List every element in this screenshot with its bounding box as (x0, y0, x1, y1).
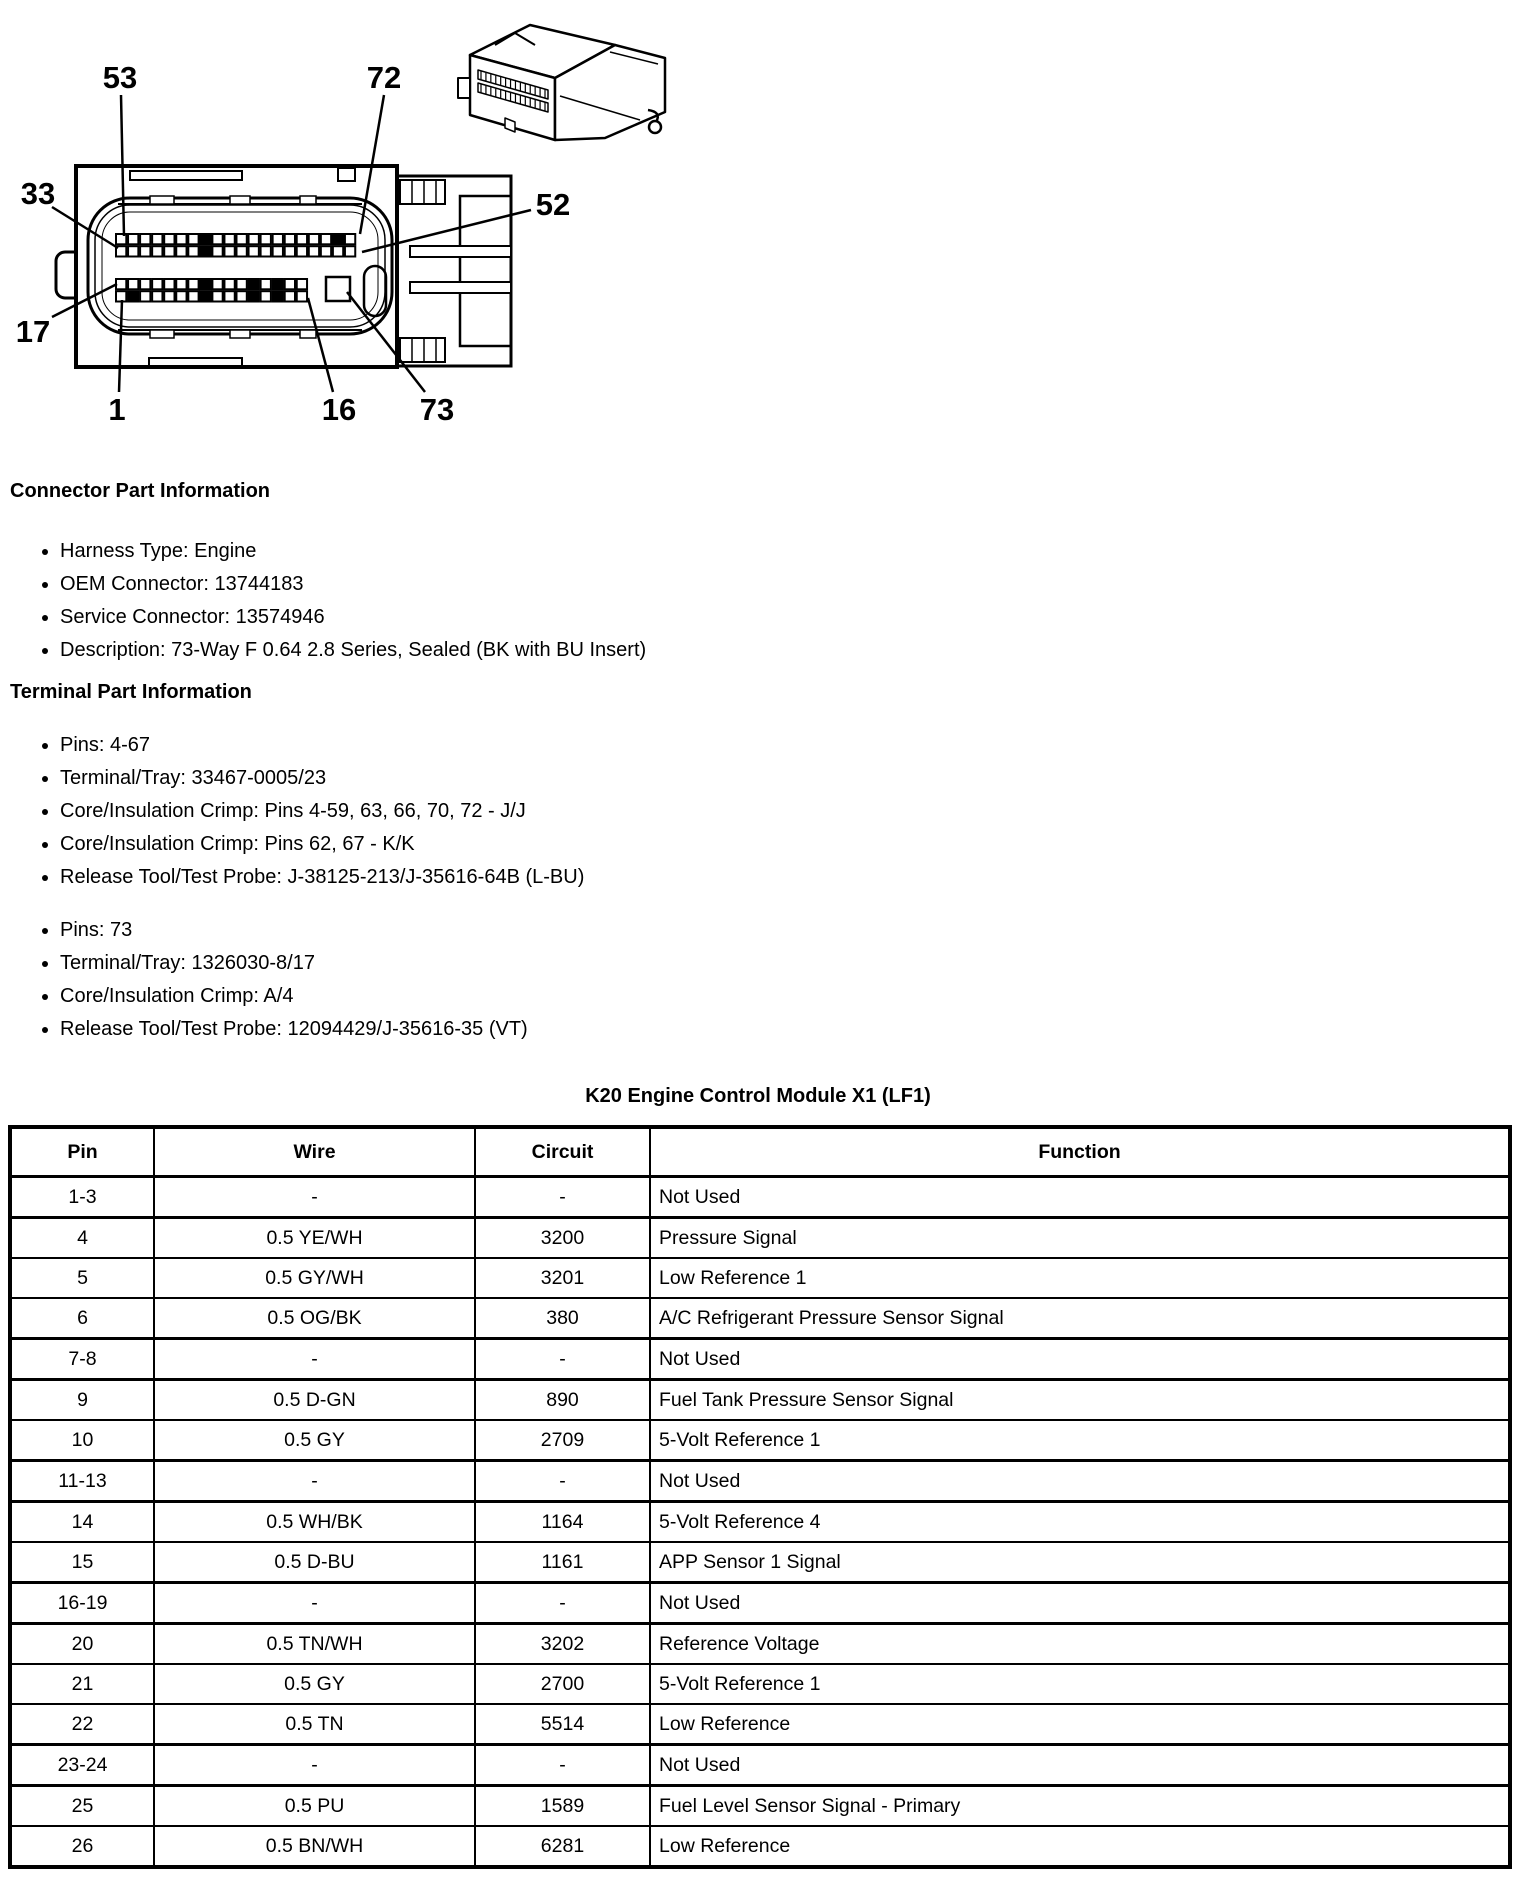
connector-isometric-illustration (458, 25, 665, 140)
cell-pin: 9 (10, 1380, 154, 1421)
pin-cavity (188, 291, 198, 301)
cell-wire: 0.5 TN/WH (154, 1624, 475, 1665)
pin-cavity (152, 291, 162, 301)
pin-cavity (249, 279, 259, 289)
pin-cavity (224, 279, 234, 289)
cell-circuit: - (475, 1461, 650, 1502)
cell-function: Low Reference 1 (650, 1258, 1510, 1298)
pin-callout-53: 53 (102, 60, 138, 95)
cell-circuit: - (475, 1339, 650, 1380)
pin-row (10, 1542, 1510, 1583)
cell-pin: 1-3 (10, 1177, 154, 1218)
pin-cavity (321, 234, 331, 244)
pin-cavity (128, 234, 138, 244)
pin-cavity (261, 291, 271, 301)
pin-field-top-row-53-72 (116, 246, 355, 256)
pin-cavity (297, 291, 307, 301)
pin-cavity (249, 246, 259, 256)
cell-circuit: 890 (475, 1380, 650, 1421)
terminal-info-list-group-2 (0, 920, 1520, 1039)
bullet-item: • Core/Insulation Crimp: Pins 4-59, 63, 66, 70, 72 - J/J (60, 801, 1520, 821)
pin-cavity (261, 234, 271, 244)
pin-cavity (188, 246, 198, 256)
cell-wire: - (154, 1461, 475, 1502)
pin-cavity (128, 291, 138, 301)
pin-cavity (333, 234, 343, 244)
cell-wire: 0.5 TN (154, 1704, 475, 1745)
pin-cavity (224, 291, 234, 301)
pin-cavity (164, 291, 174, 301)
pin-field-bottom-row-1-16 (116, 291, 307, 301)
table-header-row (10, 1127, 1510, 1177)
cell-circuit: 3201 (475, 1258, 650, 1298)
cell-wire: 0.5 D-GN (154, 1380, 475, 1421)
pin-cavity (212, 246, 222, 256)
pin-row (10, 1380, 1510, 1421)
pin-cavity (237, 246, 247, 256)
col-header-wire: Wire (154, 1127, 475, 1177)
bullet-item: • OEM Connector: 13744183 (60, 574, 1520, 594)
cell-function: Low Reference (650, 1826, 1510, 1867)
pin-cavity (249, 234, 259, 244)
cell-wire: 0.5 PU (154, 1786, 475, 1827)
cell-pin: 14 (10, 1502, 154, 1543)
cell-function: Not Used (650, 1583, 1510, 1624)
pin-row (10, 1258, 1510, 1298)
pin-cavity (345, 246, 355, 256)
pin-cavity (164, 246, 174, 256)
col-header-circuit: Circuit (475, 1127, 650, 1177)
cell-function: Reference Voltage (650, 1624, 1510, 1665)
cell-pin: 5 (10, 1258, 154, 1298)
pin-row (10, 1583, 1510, 1624)
pin-cavity (116, 279, 126, 289)
pin-row (10, 1420, 1510, 1461)
pin-cavity (140, 234, 150, 244)
pin-cavity (309, 246, 319, 256)
terminal-info-heading: Terminal Part Information (10, 681, 252, 703)
pin-callout-16: 16 (321, 392, 357, 427)
pin-cavity (128, 246, 138, 256)
bullet-item: • Terminal/Tray: 33467-0005/23 (60, 768, 1520, 788)
cell-pin: 21 (10, 1664, 154, 1704)
cell-function: 5-Volt Reference 1 (650, 1664, 1510, 1704)
cell-pin: 20 (10, 1624, 154, 1665)
pin-cavity (297, 279, 307, 289)
pin-row (10, 1624, 1510, 1665)
table-title: K20 Engine Control Module X1 (LF1) (585, 1085, 931, 1107)
cell-circuit: - (475, 1583, 650, 1624)
cell-circuit: 1164 (475, 1502, 650, 1543)
pin-row (10, 1177, 1510, 1218)
pin-row (10, 1298, 1510, 1339)
cell-wire: 0.5 GY/WH (154, 1258, 475, 1298)
cell-pin: 7-8 (10, 1339, 154, 1380)
pin-cavity (237, 234, 247, 244)
cell-pin: 25 (10, 1786, 154, 1827)
pin-cavity (345, 234, 355, 244)
cell-wire: 0.5 D-BU (154, 1542, 475, 1583)
cell-function: APP Sensor 1 Signal (650, 1542, 1510, 1583)
pin-row (10, 1745, 1510, 1786)
cell-pin: 6 (10, 1298, 154, 1339)
cell-pin: 23-24 (10, 1745, 154, 1786)
cell-wire: 0.5 BN/WH (154, 1826, 475, 1867)
cell-circuit: 1161 (475, 1542, 650, 1583)
bullet-item: • Core/Insulation Crimp: A/4 (60, 986, 1520, 1006)
pin-cavity (261, 279, 271, 289)
pin-cavity (128, 279, 138, 289)
pin-row (10, 1664, 1510, 1704)
pin-cavity (140, 291, 150, 301)
pin-cavity (140, 246, 150, 256)
pin-cavity (273, 279, 283, 289)
pin-cavity (297, 246, 307, 256)
pin-row (10, 1786, 1510, 1827)
pin-cavity (212, 234, 222, 244)
pin-row (10, 1826, 1510, 1867)
cell-wire: 0.5 WH/BK (154, 1502, 475, 1543)
bullet-item: • Terminal/Tray: 1326030-8/17 (60, 953, 1520, 973)
cell-function: Pressure Signal (650, 1218, 1510, 1259)
cell-wire: 0.5 GY (154, 1420, 475, 1461)
pin-cavity (285, 279, 295, 289)
cell-circuit: - (475, 1177, 650, 1218)
pin-cavity (200, 279, 210, 289)
cell-function: Not Used (650, 1339, 1510, 1380)
cell-pin: 22 (10, 1704, 154, 1745)
pin-cavity (273, 246, 283, 256)
pin-cavity (152, 234, 162, 244)
pinout-table (8, 1125, 1512, 1869)
cell-wire: - (154, 1177, 475, 1218)
bullet-item: • Release Tool/Test Probe: J-38125-213/J-35616-64B (L-BU) (60, 867, 1520, 887)
pin-cavity (321, 246, 331, 256)
bullet-item: • Harness Type: Engine (60, 541, 1520, 561)
pin-row (10, 1339, 1510, 1380)
bullet-item: • Core/Insulation Crimp: Pins 62, 67 - K/K (60, 834, 1520, 854)
cell-pin: 15 (10, 1542, 154, 1583)
connector-diagram (0, 0, 780, 440)
pin-cavity (237, 291, 247, 301)
cell-pin: 4 (10, 1218, 154, 1259)
pin-cavity (285, 246, 295, 256)
cell-circuit: 1589 (475, 1786, 650, 1827)
cell-function: Not Used (650, 1745, 1510, 1786)
col-header-function: Function (650, 1127, 1510, 1177)
pin-cavity (285, 234, 295, 244)
pin-cavity (212, 279, 222, 289)
cell-function: Fuel Level Sensor Signal - Primary (650, 1786, 1510, 1827)
cell-circuit: 5514 (475, 1704, 650, 1745)
pin-cavity (273, 234, 283, 244)
pin-cavity (237, 279, 247, 289)
cell-circuit: 2709 (475, 1420, 650, 1461)
cell-function: A/C Refrigerant Pressure Sensor Signal (650, 1298, 1510, 1339)
pin-cavity (152, 246, 162, 256)
terminal-info-list-group-1 (0, 735, 1520, 887)
bullet-item: • Service Connector: 13574946 (60, 607, 1520, 627)
pin-cavity (273, 291, 283, 301)
pin-callout-17: 17 (15, 314, 51, 349)
pin-cavity (297, 234, 307, 244)
pin-cavity (188, 234, 198, 244)
cell-circuit: 6281 (475, 1826, 650, 1867)
cell-circuit: - (475, 1745, 650, 1786)
cell-pin: 11-13 (10, 1461, 154, 1502)
pin-cavity (261, 246, 271, 256)
pin-cavity (249, 291, 259, 301)
pin-73-cavity (326, 277, 350, 301)
col-header-pin: Pin (10, 1127, 154, 1177)
cell-wire: 0.5 YE/WH (154, 1218, 475, 1259)
cell-pin: 10 (10, 1420, 154, 1461)
cell-pin: 16-19 (10, 1583, 154, 1624)
connector-info-list (0, 541, 1520, 660)
pin-callout-72: 72 (366, 60, 402, 95)
bullet-item: • Pins: 73 (60, 920, 1520, 940)
cell-wire: 0.5 OG/BK (154, 1298, 475, 1339)
pin-cavity (200, 246, 210, 256)
cell-function: Fuel Tank Pressure Sensor Signal (650, 1380, 1510, 1421)
cell-circuit: 3200 (475, 1218, 650, 1259)
pin-cavity (224, 234, 234, 244)
pin-row (10, 1218, 1510, 1259)
cell-wire: - (154, 1745, 475, 1786)
cell-function: 5-Volt Reference 4 (650, 1502, 1510, 1543)
pin-row (10, 1502, 1510, 1543)
cell-circuit: 3202 (475, 1624, 650, 1665)
bullet-item: • Pins: 4-67 (60, 735, 1520, 755)
cell-wire: 0.5 GY (154, 1664, 475, 1704)
cell-circuit: 380 (475, 1298, 650, 1339)
pin-cavity (176, 279, 186, 289)
pin-cavity (333, 246, 343, 256)
cell-pin: 26 (10, 1826, 154, 1867)
pin-callout-33: 33 (20, 176, 56, 211)
pin-callout-52: 52 (535, 187, 571, 222)
pin-cavity (285, 291, 295, 301)
pin-cavity (152, 279, 162, 289)
bullet-item: • Release Tool/Test Probe: 12094429/J-35616-35 (VT) (60, 1019, 1520, 1039)
pin-callout-73: 73 (419, 392, 455, 427)
pin-cavity (164, 234, 174, 244)
cell-function: Not Used (650, 1461, 1510, 1502)
pin-cavity (200, 234, 210, 244)
pin-row (10, 1461, 1510, 1502)
pin-cavity (200, 291, 210, 301)
pin-cavity (176, 234, 186, 244)
cell-wire: - (154, 1339, 475, 1380)
pin-cavity (212, 291, 222, 301)
pin-cavity (164, 279, 174, 289)
pin-field-bottom-row-17-32 (116, 279, 307, 289)
bullet-item: • Description: 73-Way F 0.64 2.8 Series, Sealed (BK with BU Insert) (60, 640, 1520, 660)
pin-cavity (188, 279, 198, 289)
pin-cavity (140, 279, 150, 289)
cell-circuit: 2700 (475, 1664, 650, 1704)
pin-row (10, 1704, 1510, 1745)
cell-function: Not Used (650, 1177, 1510, 1218)
cell-function: Low Reference (650, 1704, 1510, 1745)
pin-callout-1: 1 (108, 392, 126, 427)
pin-cavity (116, 291, 126, 301)
pin-cavity (309, 234, 319, 244)
pin-field-top-row-33-52 (116, 234, 355, 244)
pin-cavity (224, 246, 234, 256)
connector-info-heading: Connector Part Information (10, 480, 271, 502)
cell-wire: - (154, 1583, 475, 1624)
cell-function: 5-Volt Reference 1 (650, 1420, 1510, 1461)
pin-cavity (176, 246, 186, 256)
pin-cavity (176, 291, 186, 301)
